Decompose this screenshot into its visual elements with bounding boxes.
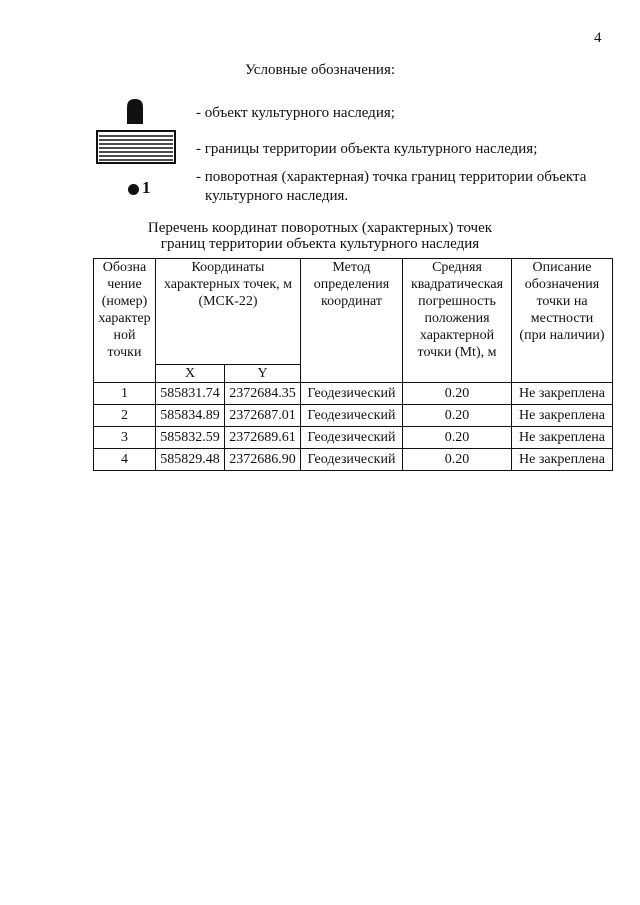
cell-error: 0.20 [403,383,512,405]
cell-desc: Не закреплена [512,405,613,427]
header-description: Описание обозначения точки на местности (при наличии) [512,259,613,383]
cell-method: Геодезический [301,405,403,427]
cell-num: 3 [94,427,156,449]
legend-title: Условные обозначения: [244,62,396,78]
cell-x: 585829.48 [156,449,225,471]
table-row [94,383,613,405]
legend-item-point-line2: культурного наследия. [205,188,349,204]
caption-line1: Перечень координат поворотных (характерных) точек [147,220,493,236]
table-row [94,405,613,427]
legend-item-point-line1: - поворотная (характерная) точка границ территории объекта [196,169,587,185]
table-caption [0,220,640,252]
cell-num: 2 [94,405,156,427]
cell-method: Геодезический [301,427,403,449]
header-y: Y [225,365,301,383]
cell-y: 2372684.35 [225,383,301,405]
page-number: 4 [594,30,602,46]
cell-desc: Не закреплена [512,383,613,405]
coordinates-table [93,258,613,471]
header-error: Средняя квадратическая погрешность положения характерной точки (Mt), м [403,259,512,383]
cell-x: 585832.59 [156,427,225,449]
turning-point-icon [128,178,158,200]
legend-item-boundary: - границы территории объекта культурного наследия; [196,141,538,157]
legend-item-point [196,168,616,206]
cell-method: Геодезический [301,449,403,471]
header-point-number: Обозна чение (номер) характер ной точки [94,259,156,383]
cell-desc: Не закреплена [512,449,613,471]
caption-line2: границ территории объекта культурного наследия [160,236,480,252]
point-dot-icon [128,184,139,195]
header-method: Метод определения координат [301,259,403,383]
header-coordinates: Координаты характерных точек, м (МСК-22) [156,259,301,365]
cell-x: 585831.74 [156,383,225,405]
cell-y: 2372689.61 [225,427,301,449]
cell-desc: Не закреплена [512,427,613,449]
table-row [94,449,613,471]
point-label: 1 [142,178,151,197]
table-row [94,427,613,449]
cell-method: Геодезический [301,383,403,405]
cell-error: 0.20 [403,449,512,471]
cell-y: 2372687.01 [225,405,301,427]
heritage-object-icon [126,98,144,124]
cell-num: 4 [94,449,156,471]
header-x: X [156,365,225,383]
territory-boundary-icon [96,130,176,164]
cell-error: 0.20 [403,405,512,427]
cell-num: 1 [94,383,156,405]
header-row [94,259,613,365]
cell-x: 585834.89 [156,405,225,427]
cell-error: 0.20 [403,427,512,449]
legend-item-heritage: - объект культурного наследия; [196,105,395,121]
cell-y: 2372686.90 [225,449,301,471]
